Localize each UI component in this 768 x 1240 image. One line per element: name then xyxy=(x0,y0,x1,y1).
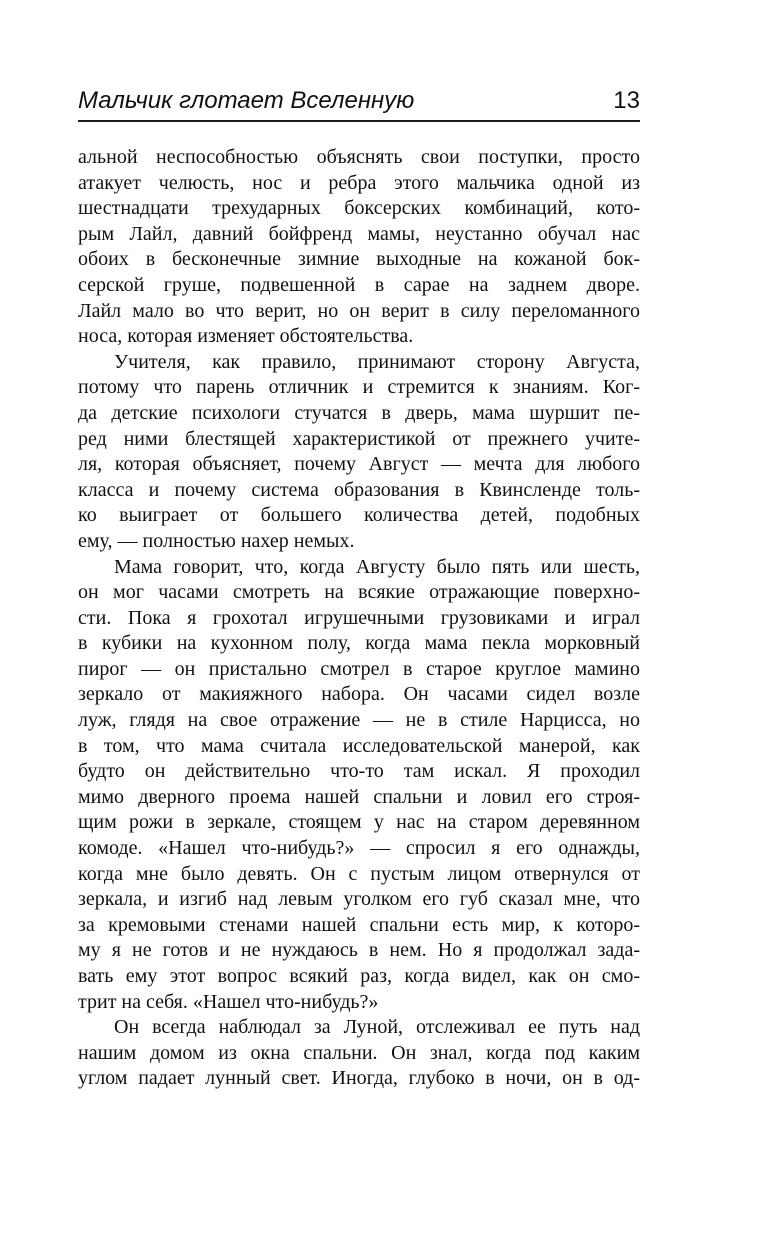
paragraph xyxy=(78,555,640,1016)
text-line: когда мне было девять. Он с пустым лицом отвернулся от xyxy=(78,862,640,885)
text-line: рым Лайл, давний бойфренд мамы, неустанно обучал нас xyxy=(78,222,640,245)
text-line: ред ними блестящей характеристикой от прежнего учите- xyxy=(78,427,640,450)
paragraph xyxy=(78,350,640,555)
text-line: комоде. «Нашел что-нибудь?» — спросил я его однажды, xyxy=(78,837,640,860)
running-header xyxy=(78,86,640,122)
text-line: щим рожи в зеркале, стоящем у нас на старом деревянном xyxy=(78,811,640,834)
text-line: сти. Пока я грохотал игрушечными грузовиками и играл xyxy=(78,606,640,629)
paragraph xyxy=(78,1015,640,1092)
text-line: зеркало от макияжного набора. Он часами сидел возле xyxy=(78,683,640,706)
page-number: 13 xyxy=(613,87,640,114)
text-line: ля, которая объясняет, почему Август — мечта для любого xyxy=(78,453,640,476)
text-line: да детские психологи стучатся в дверь, мама шуршит пе- xyxy=(78,401,640,424)
text-line: мимо дверного проема нашей спальни и ловил его строя- xyxy=(78,785,640,808)
text-line: пирог — он пристально смотрел в старое круглое мамино xyxy=(78,657,640,680)
text-line: потому что парень отличник и стремится к знаниям. Ког- xyxy=(78,376,640,399)
text-line: луж, глядя на свое отражение — не в стиле Нарцисса, но xyxy=(78,709,640,732)
text-line: серской груше, подвешенной в сарае на заднем дворе. xyxy=(78,273,640,296)
body-text xyxy=(78,145,640,1092)
text-line: в том, что мама считала исследовательской манерой, как xyxy=(78,734,640,757)
text-line: Мама говорит, что, когда Августу было пять или шесть, xyxy=(114,555,640,578)
text-line: за кремовыми стенами нашей спальни есть мир, к которо- xyxy=(78,913,640,936)
text-line: му я не готов и не нуждаюсь в нем. Но я продолжал зада- xyxy=(78,939,640,962)
text-line: Учителя, как правило, принимают сторону Августа, xyxy=(114,350,640,373)
text-line: Он всегда наблюдал за Луной, отслеживал ее путь над xyxy=(114,1016,640,1039)
book-title: Мальчик глотает Вселенную xyxy=(78,87,415,114)
text-line: атакует челюсть, нос и ребра этого мальчика одной из xyxy=(78,171,640,194)
text-line: трит на себя. «Нашел что-нибудь?» xyxy=(78,990,379,1013)
paragraph xyxy=(78,145,640,350)
text-line: он мог часами смотреть на всякие отражающие поверхно- xyxy=(78,581,640,604)
text-line: углом падает лунный свет. Иногда, глубоко в ночи, он в од- xyxy=(78,1067,640,1090)
text-line: Лайл мало во что верит, но он верит в силу переломанного xyxy=(78,299,640,322)
text-line: ему, — полностью нахер немых. xyxy=(78,529,355,552)
text-line: вать ему этот вопрос всякий раз, когда видел, как он смо- xyxy=(78,965,640,987)
text-line: класса и почему система образования в Квинсленде толь- xyxy=(78,478,640,501)
text-line: ко выиграет от большего количества детей, подобных xyxy=(78,504,640,527)
text-line: альной неспособностью объяснять свои поступки, просто xyxy=(78,146,640,168)
text-line: шестнадцати трехударных боксерских комбинаций, кото- xyxy=(78,197,640,220)
text-line: зеркала, и изгиб над левым уголком его губ сказал мне, что xyxy=(78,888,640,911)
text-line: в кубики на кухонном полу, когда мама пекла морковный xyxy=(78,632,640,655)
text-line: будто он действительно что-то там искал. Я проходил xyxy=(78,760,640,783)
text-line: обоих в бесконечные зимние выходные на кожаной бок- xyxy=(78,248,640,271)
text-line: нашим домом из окна спальни. Он знал, когда под каким xyxy=(78,1041,640,1064)
text-line: носа, которая изменяет обстоятельства. xyxy=(78,325,414,348)
